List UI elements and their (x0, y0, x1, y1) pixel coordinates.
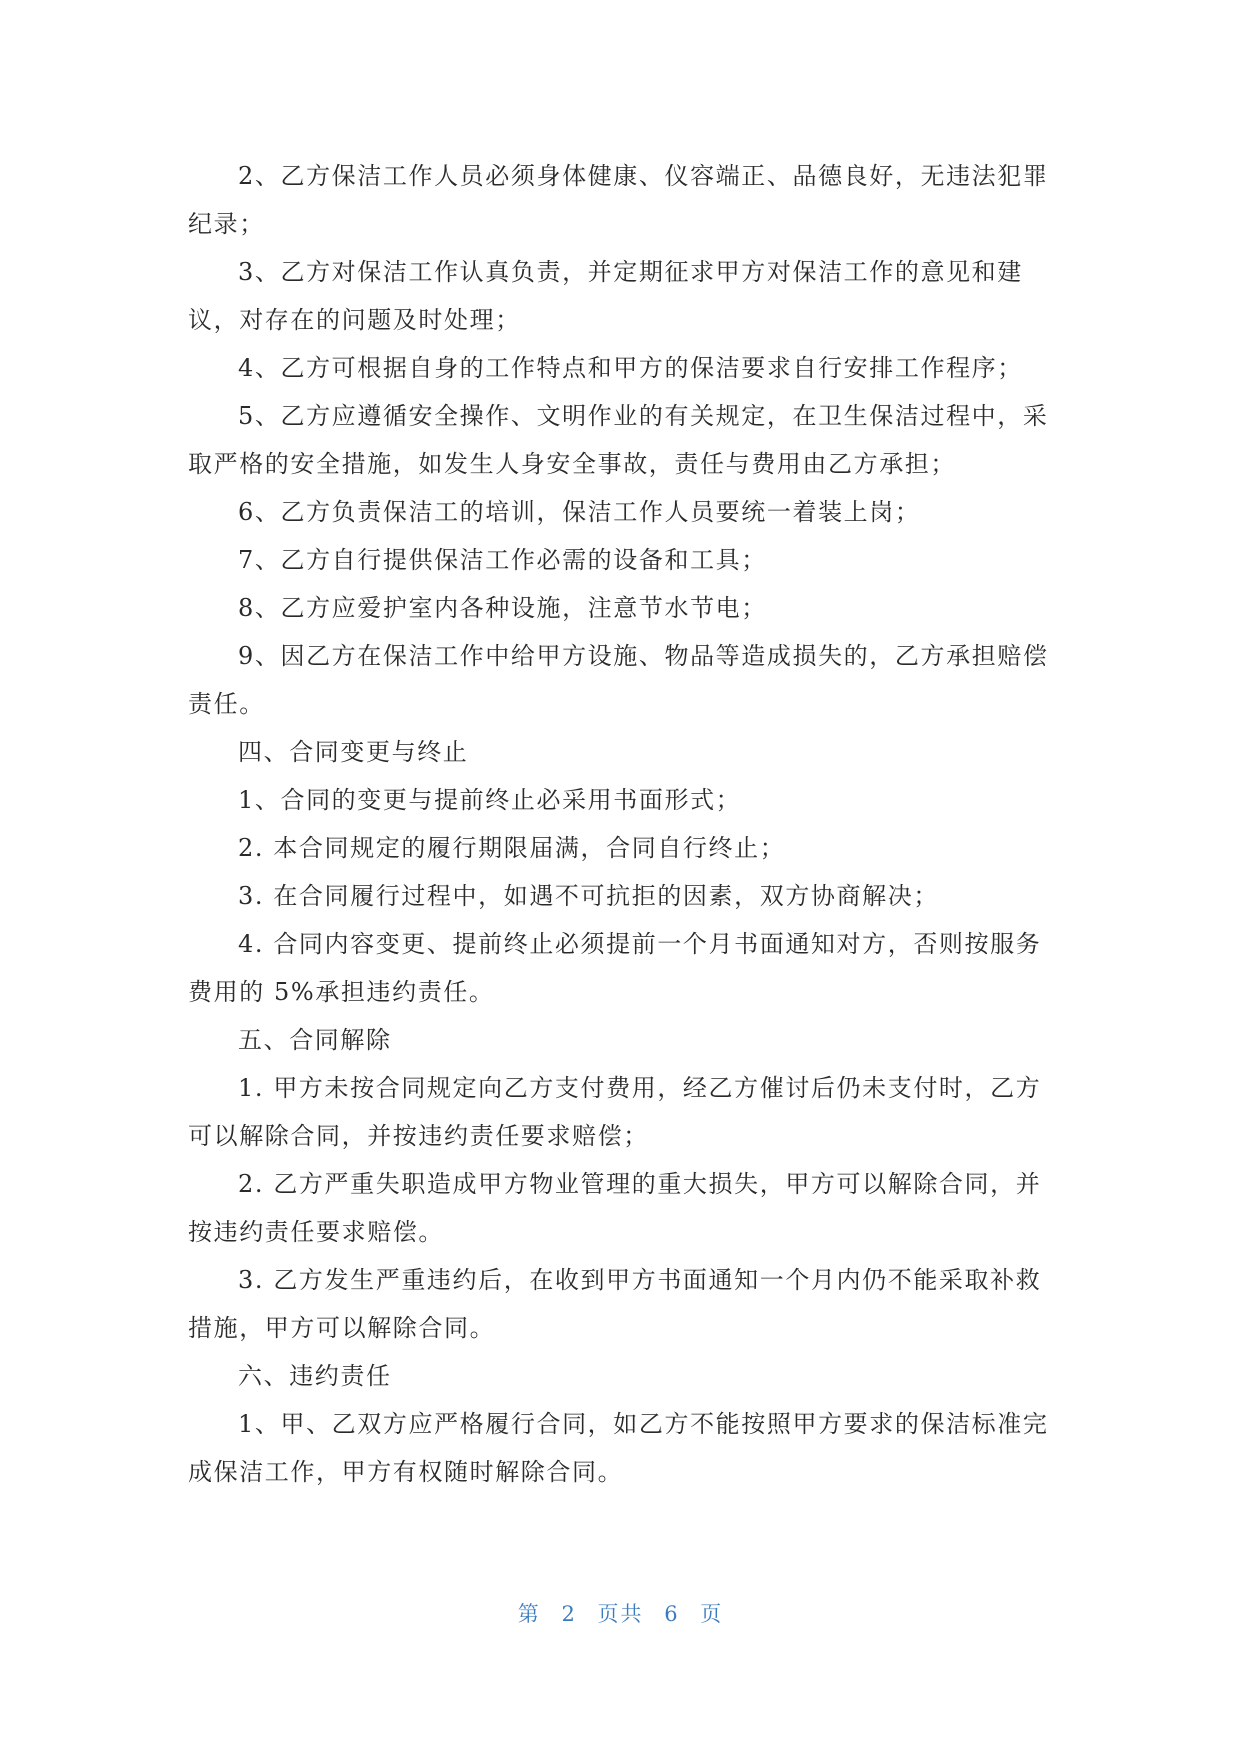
section-heading-liability: 六、违约责任 (238, 1362, 392, 1390)
clause-7-equipment: 7、乙方自行提供保洁工作必需的设备和工具； (238, 546, 767, 574)
clause-8-facilities: 8、乙方应爱护室内各种设施，注意节水节电； (238, 594, 767, 622)
clause-5-safety: 5、乙方应遵循安全操作、文明作业的有关规定，在卫生保洁过程中，采取严格的安全措施，如发生人身安全事故，责任与费用由乙方承担； (188, 402, 1049, 478)
rescission-clause-1: 1. 甲方未按合同规定向乙方支付费用，经乙方催讨后仍未支付时，乙方可以解除合同，并按违约责任要求赔偿； (188, 1074, 1042, 1150)
change-clause-4: 4. 合同内容变更、提前终止必须提前一个月书面通知对方，否则按服务费用的 5%承担违约责任。 (188, 930, 1042, 1006)
change-clause-3: 3. 在合同履行过程中，如遇不可抗拒的因素，双方协商解决； (238, 882, 939, 910)
change-clause-1: 1、合同的变更与提前终止必采用书面形式； (238, 786, 742, 814)
clause-9-compensation: 9、因乙方在保洁工作中给甲方设施、物品等造成损失的，乙方承担赔偿责任。 (188, 642, 1049, 718)
section-heading-change-termination: 四、合同变更与终止 (238, 738, 469, 766)
total-pages-number: 6 (664, 1602, 680, 1626)
clause-2-staff-requirements: 2、乙方保洁工作人员必须身体健康、仪容端正、品德良好，无违法犯罪纪录； (188, 162, 1049, 238)
current-page-number: 2 (561, 1602, 577, 1626)
page-footer (0, 1598, 1241, 1628)
section-heading-rescission: 五、合同解除 (238, 1026, 392, 1054)
rescission-clause-3: 3. 乙方发生严重违约后，在收到甲方书面通知一个月内仍不能采取补救措施，甲方可以解除合同。 (188, 1266, 1042, 1342)
page-label-suffix: 页 (700, 1602, 724, 1626)
rescission-clause-2: 2. 乙方严重失职造成甲方物业管理的重大损失，甲方可以解除合同，并按违约责任要求赔偿。 (188, 1170, 1042, 1246)
document-body (188, 152, 1053, 1496)
clause-4-work-schedule: 4、乙方可根据自身的工作特点和甲方的保洁要求自行安排工作程序； (238, 354, 1023, 382)
page-label-mid: 页共 (597, 1602, 644, 1626)
liability-clause-1: 1、甲、乙双方应严格履行合同，如乙方不能按照甲方要求的保洁标准完成保洁工作，甲方有权随时解除合同。 (188, 1410, 1049, 1486)
page-label-prefix: 第 (517, 1602, 541, 1626)
clause-6-training: 6、乙方负责保洁工的培训，保洁工作人员要统一着装上岗； (238, 498, 921, 526)
change-clause-2: 2. 本合同规定的履行期限届满，合同自行终止； (238, 834, 786, 862)
clause-3-responsibility: 3、乙方对保洁工作认真负责，并定期征求甲方对保洁工作的意见和建议，对存在的问题及时处理； (188, 258, 1023, 334)
